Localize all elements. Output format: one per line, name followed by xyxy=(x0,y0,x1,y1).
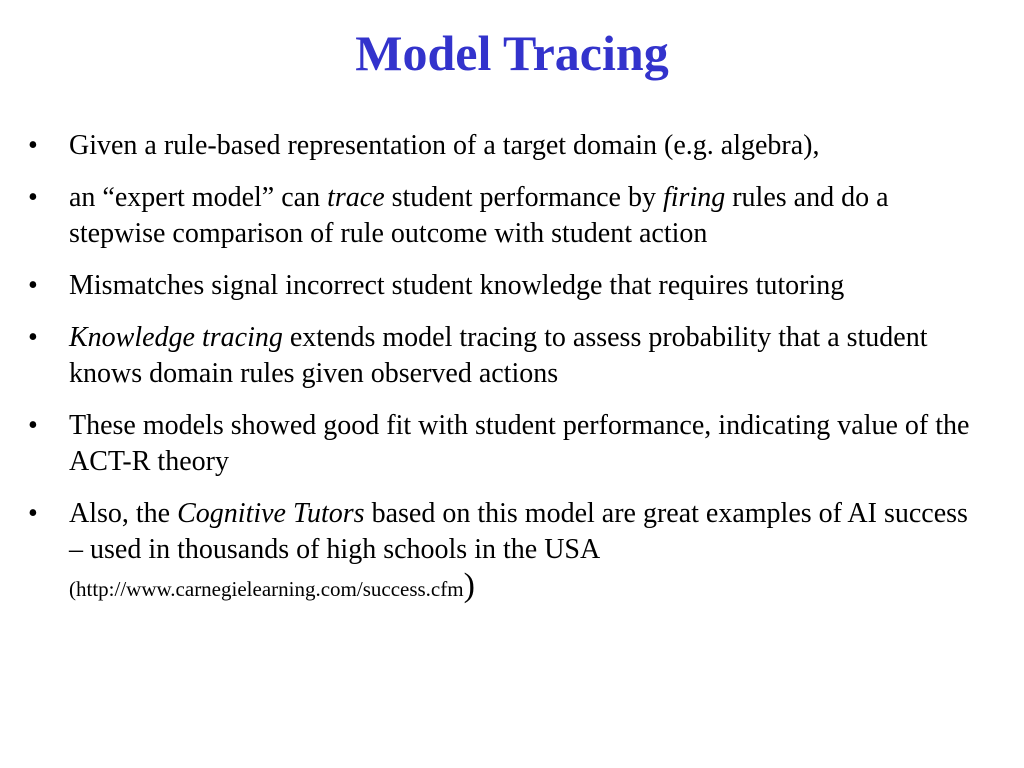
bullet-text-emphasis: Cognitive Tutors xyxy=(177,498,365,529)
bullet-text-emphasis: trace xyxy=(327,182,385,213)
bullet-item xyxy=(28,408,988,480)
slide-title: Model Tracing xyxy=(355,25,669,81)
bullet-text-part: extends model tracing to assess probability that a student knows domain rules given observed actions xyxy=(69,322,928,389)
bullet-item xyxy=(28,320,988,392)
bullet-text: These models showed good fit with student performance, indicating value of the ACT-R theory xyxy=(69,410,970,477)
bullet-dot-icon: • xyxy=(28,410,38,441)
bullet-dot-icon: • xyxy=(28,130,38,161)
bullet-text-emphasis: firing xyxy=(662,182,726,213)
bullet-text xyxy=(69,322,928,389)
bullet-item xyxy=(28,180,988,252)
bullet-dot-icon: • xyxy=(28,270,38,301)
bullet-text: Mismatches signal incorrect student knowledge that requires tutoring xyxy=(69,270,845,301)
bullet-item xyxy=(28,268,988,304)
bullet-text xyxy=(69,498,968,603)
bullet-text xyxy=(69,182,889,249)
bullet-text-part: rules and do a stepwise comparison of rule outcome with student action xyxy=(69,182,889,249)
bullet-dot-icon: • xyxy=(28,322,38,353)
bullet-item xyxy=(28,128,988,164)
bullet-text-emphasis: Knowledge tracing xyxy=(69,322,283,353)
bullet-text-part: based on this model are great examples of AI success – used in thousands of high schools in the USA xyxy=(69,498,968,565)
bullet-text-part: an “expert model” can xyxy=(69,182,328,213)
reference-url: (http://www.carnegielearning.com/success.cfm xyxy=(69,577,464,601)
bullet-text-part: Also, the xyxy=(69,498,178,529)
reference-close-paren: ) xyxy=(463,567,475,604)
bullet-text: Given a rule-based representation of a target domain (e.g. algebra), xyxy=(69,130,820,161)
bullet-item xyxy=(28,496,988,607)
bullet-list xyxy=(28,128,988,623)
bullet-dot-icon: • xyxy=(28,498,38,529)
bullet-dot-icon: • xyxy=(28,182,38,213)
bullet-text-part: student performance by xyxy=(384,182,663,213)
